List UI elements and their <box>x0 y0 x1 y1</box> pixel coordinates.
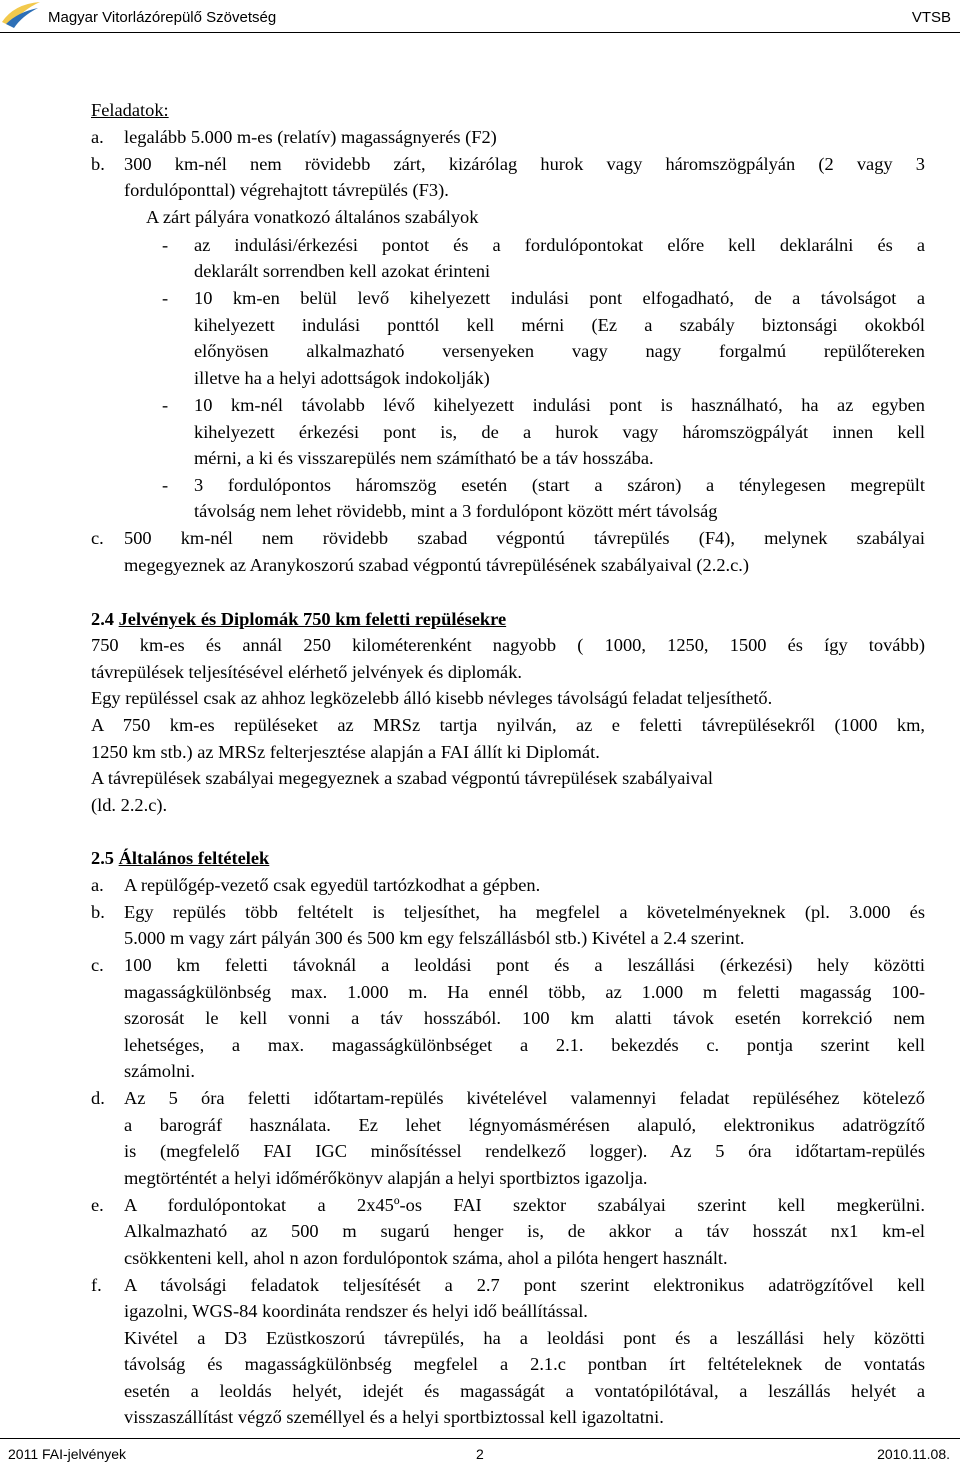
section-2-5-heading <box>91 849 269 867</box>
rule-3-line-2: kihelyezett érkezési pont is, de a hurok vagy háromszögpályát innen kell <box>194 422 925 442</box>
rule-1-line-1: az indulási/érkezési pontot és a fordulópontokat előre kell deklarálni és a <box>194 235 925 255</box>
section-2-4-line-2: távrepülések teljesítésével elérhető jelvények és diplomák. <box>91 662 522 682</box>
header-org-name: Magyar Vitorlázórepülő Szövetség <box>48 9 277 26</box>
section-2-4-line-7: (ld. 2.2.c). <box>91 795 168 815</box>
task-c-line-2: megegyeznek az Aranykoszorú szabad végpontú távrepülésének szabályaival (2.2.c.) <box>124 555 750 575</box>
item-f-line-5: esetén a leoldás helyét, idejét és magasságát a vontatópilótával, a leszállás helyét a <box>124 1381 925 1401</box>
footer-page-number: 2 <box>476 1446 484 1462</box>
rule-4-line-1: 3 fordulópontos háromszög esetén (start a száron) a ténylegesen megrepült <box>194 475 925 495</box>
item-f-line-1: A távolsági feladatok teljesítését a 2.7 pont szerint elektronikus adatrögzítővel kell <box>124 1275 925 1295</box>
section-2-4-line-4: A 750 km-es repüléseket az MRSz tartja nyilván, az e feletti távrepülésekről (1000 km, <box>91 715 925 735</box>
rule-2-line-4: illetve ha a helyi adottságok indokolják) <box>194 368 490 388</box>
section-2-4-line-5: 1250 km stb.) az MRSz felterjesztése alapján a FAI állít ki Diplomát. <box>91 742 600 762</box>
section-2-4-line-1: 750 km-es és annál 250 kilométerenként nagyobb ( 1000, 1250, 1500 és így tovább) <box>91 635 925 655</box>
section-2-5-number: 2.5 <box>91 848 114 868</box>
header-code: VTSB <box>911 9 951 26</box>
item-c-line-5: számolni. <box>124 1061 195 1081</box>
item-b-line-1: Egy repülés több feltételt is teljesíthet, ha megfelel a követelményeknek (pl. 3.000 és <box>124 902 925 922</box>
footer-divider <box>0 1438 960 1439</box>
task-b-marker: b. <box>91 154 105 174</box>
section-2-4-line-3: Egy repüléssel csak az ahhoz legközelebb álló kisebb névleges távolságú feladat teljesíthető. <box>91 688 773 708</box>
item-d-line-2: a barográf használata. Ez lehet légnyomásmérésen alapuló, elektronikus adatrögzítő <box>124 1115 925 1135</box>
item-f-line-2: igazolni, WGS-84 koordináta rendszer és helyi idő beállítással. <box>124 1301 588 1321</box>
rule-1-line-2: deklarált sorrendben kell azokat érinteni <box>194 261 491 281</box>
task-a-text: legalább 5.000 m-es (relatív) magasságnyerés (F2) <box>124 127 497 147</box>
item-f-line-4: távolság és magasságkülönbség megfelel a 2.1.c pontban írt feltételeknek de vontatás <box>124 1354 925 1374</box>
item-e-marker: e. <box>91 1195 104 1215</box>
section-2-4-heading <box>91 610 506 628</box>
item-c-line-4: lehetséges, a max. magasságkülönbséget a 2.1. bekezdés c. pontja szerint kell <box>124 1035 925 1055</box>
section-2-4-number: 2.4 <box>91 609 114 629</box>
task-a-marker: a. <box>91 127 104 147</box>
rule-3-dash: - <box>162 395 169 415</box>
footer-doc-title: 2011 FAI-jelvények <box>8 1446 127 1462</box>
section-2-4-title: Jelvények és Diplomák 750 km feletti repülésekre <box>118 609 507 629</box>
rule-2-line-3: előnyösen alkalmazható versenyeken vagy nagy forgalmú repülőtereken <box>194 341 925 361</box>
item-c-marker: c. <box>91 955 104 975</box>
task-c-line-1: 500 km-nél nem rövidebb szabad végpontú távrepülés (F4), melynek szabályai <box>124 528 925 548</box>
rule-3-line-1: 10 km-nél távolabb lévő kihelyezett indulási pont is használható, ha az egyben <box>194 395 925 415</box>
footer-date: 2010.11.08. <box>877 1446 950 1462</box>
item-d-marker: d. <box>91 1088 105 1108</box>
item-f-marker: f. <box>91 1275 102 1295</box>
item-b-marker: b. <box>91 902 105 922</box>
item-d-line-4: megtörténtét a helyi időmérőkönyv alapján a helyi sportbiztos igazolja. <box>124 1168 648 1188</box>
section-2-4-line-6: A távrepülések szabályai megegyeznek a szabad végpontú távrepülések szabályaival <box>91 768 713 788</box>
tasks-heading: Feladatok: <box>91 100 169 120</box>
item-f-line-3: Kivétel a D3 Ezüstkoszorú távrepülés, ha a leoldási pont és a leszállási hely közötti <box>124 1328 925 1348</box>
item-e-line-1: A fordulópontokat a 2x45º-os FAI szektor szabályai szerint kell megkerülni. <box>124 1195 925 1215</box>
item-d-line-3: is (megfelelő FAI IGC minősítéssel rendelkező logger). Az 5 óra időtartam-repülés <box>124 1141 925 1161</box>
header-divider <box>0 32 960 33</box>
item-e-line-3: csökkenteni kell, ahol n azon fordulópontok száma, ahol a pilóta hengert használt. <box>124 1248 728 1268</box>
task-c-marker: c. <box>91 528 104 548</box>
rule-2-line-2: kihelyezett indulási ponttól kell mérni (Ez a szabály biztonsági okokból <box>194 315 925 335</box>
item-c-line-2: magasságkülönbség max. 1.000 m. Ha ennél több, az 1.000 m feletti magasság 100- <box>124 982 925 1002</box>
item-e-line-2: Alkalmazható az 500 m sugarú henger is, de akkor a táv hosszát nx1 km-el <box>124 1221 925 1241</box>
rule-4-line-2: távolság nem lehet rövidebb, mint a 3 fordulópont között mért távolság <box>194 501 718 521</box>
item-f-line-6: visszaszállítást végző személlyel és a helyi sportbiztossal kell igazoltatni. <box>124 1407 664 1427</box>
rules-heading: A zárt pályára vonatkozó általános szabályok <box>146 207 479 227</box>
rule-1-dash: - <box>162 235 169 255</box>
item-d-line-1: Az 5 óra feletti időtartam-repülés kivételével valamennyi feladat repüléséhez kötelező <box>124 1088 925 1108</box>
item-c-line-3: szorosát le kell vonni a táv hosszából. 100 km alatti távok esetén korrekció nem <box>124 1008 925 1028</box>
task-b-line-2: fordulóponttal) végrehajtott távrepülés (F3). <box>124 180 449 200</box>
rule-2-line-1: 10 km-en belül levő kihelyezett indulási pont elfogadható, de a távolságot a <box>194 288 925 308</box>
item-c-line-1: 100 km feletti távoknál a leoldási pont és a leszállási (érkezési) hely közötti <box>124 955 925 975</box>
rule-2-dash: - <box>162 288 169 308</box>
section-2-5-title: Általános feltételek <box>118 848 270 868</box>
task-b-line-1: 300 km-nél nem rövidebb zárt, kizárólag hurok vagy háromszögpályán (2 vagy 3 <box>124 154 925 174</box>
federation-logo-icon <box>0 0 44 30</box>
item-a-line-1: A repülőgép-vezető csak egyedül tartózkodhat a gépben. <box>124 875 541 895</box>
rule-4-dash: - <box>162 475 169 495</box>
item-b-line-2: 5.000 m vagy zárt pályán 300 és 500 km egy felszállásból stb.) Kivétel a 2.4 szerint. <box>124 928 745 948</box>
item-a-marker: a. <box>91 875 104 895</box>
rule-3-line-3: mérni, a ki és visszarepülés nem számítható be a táv hosszába. <box>194 448 654 468</box>
